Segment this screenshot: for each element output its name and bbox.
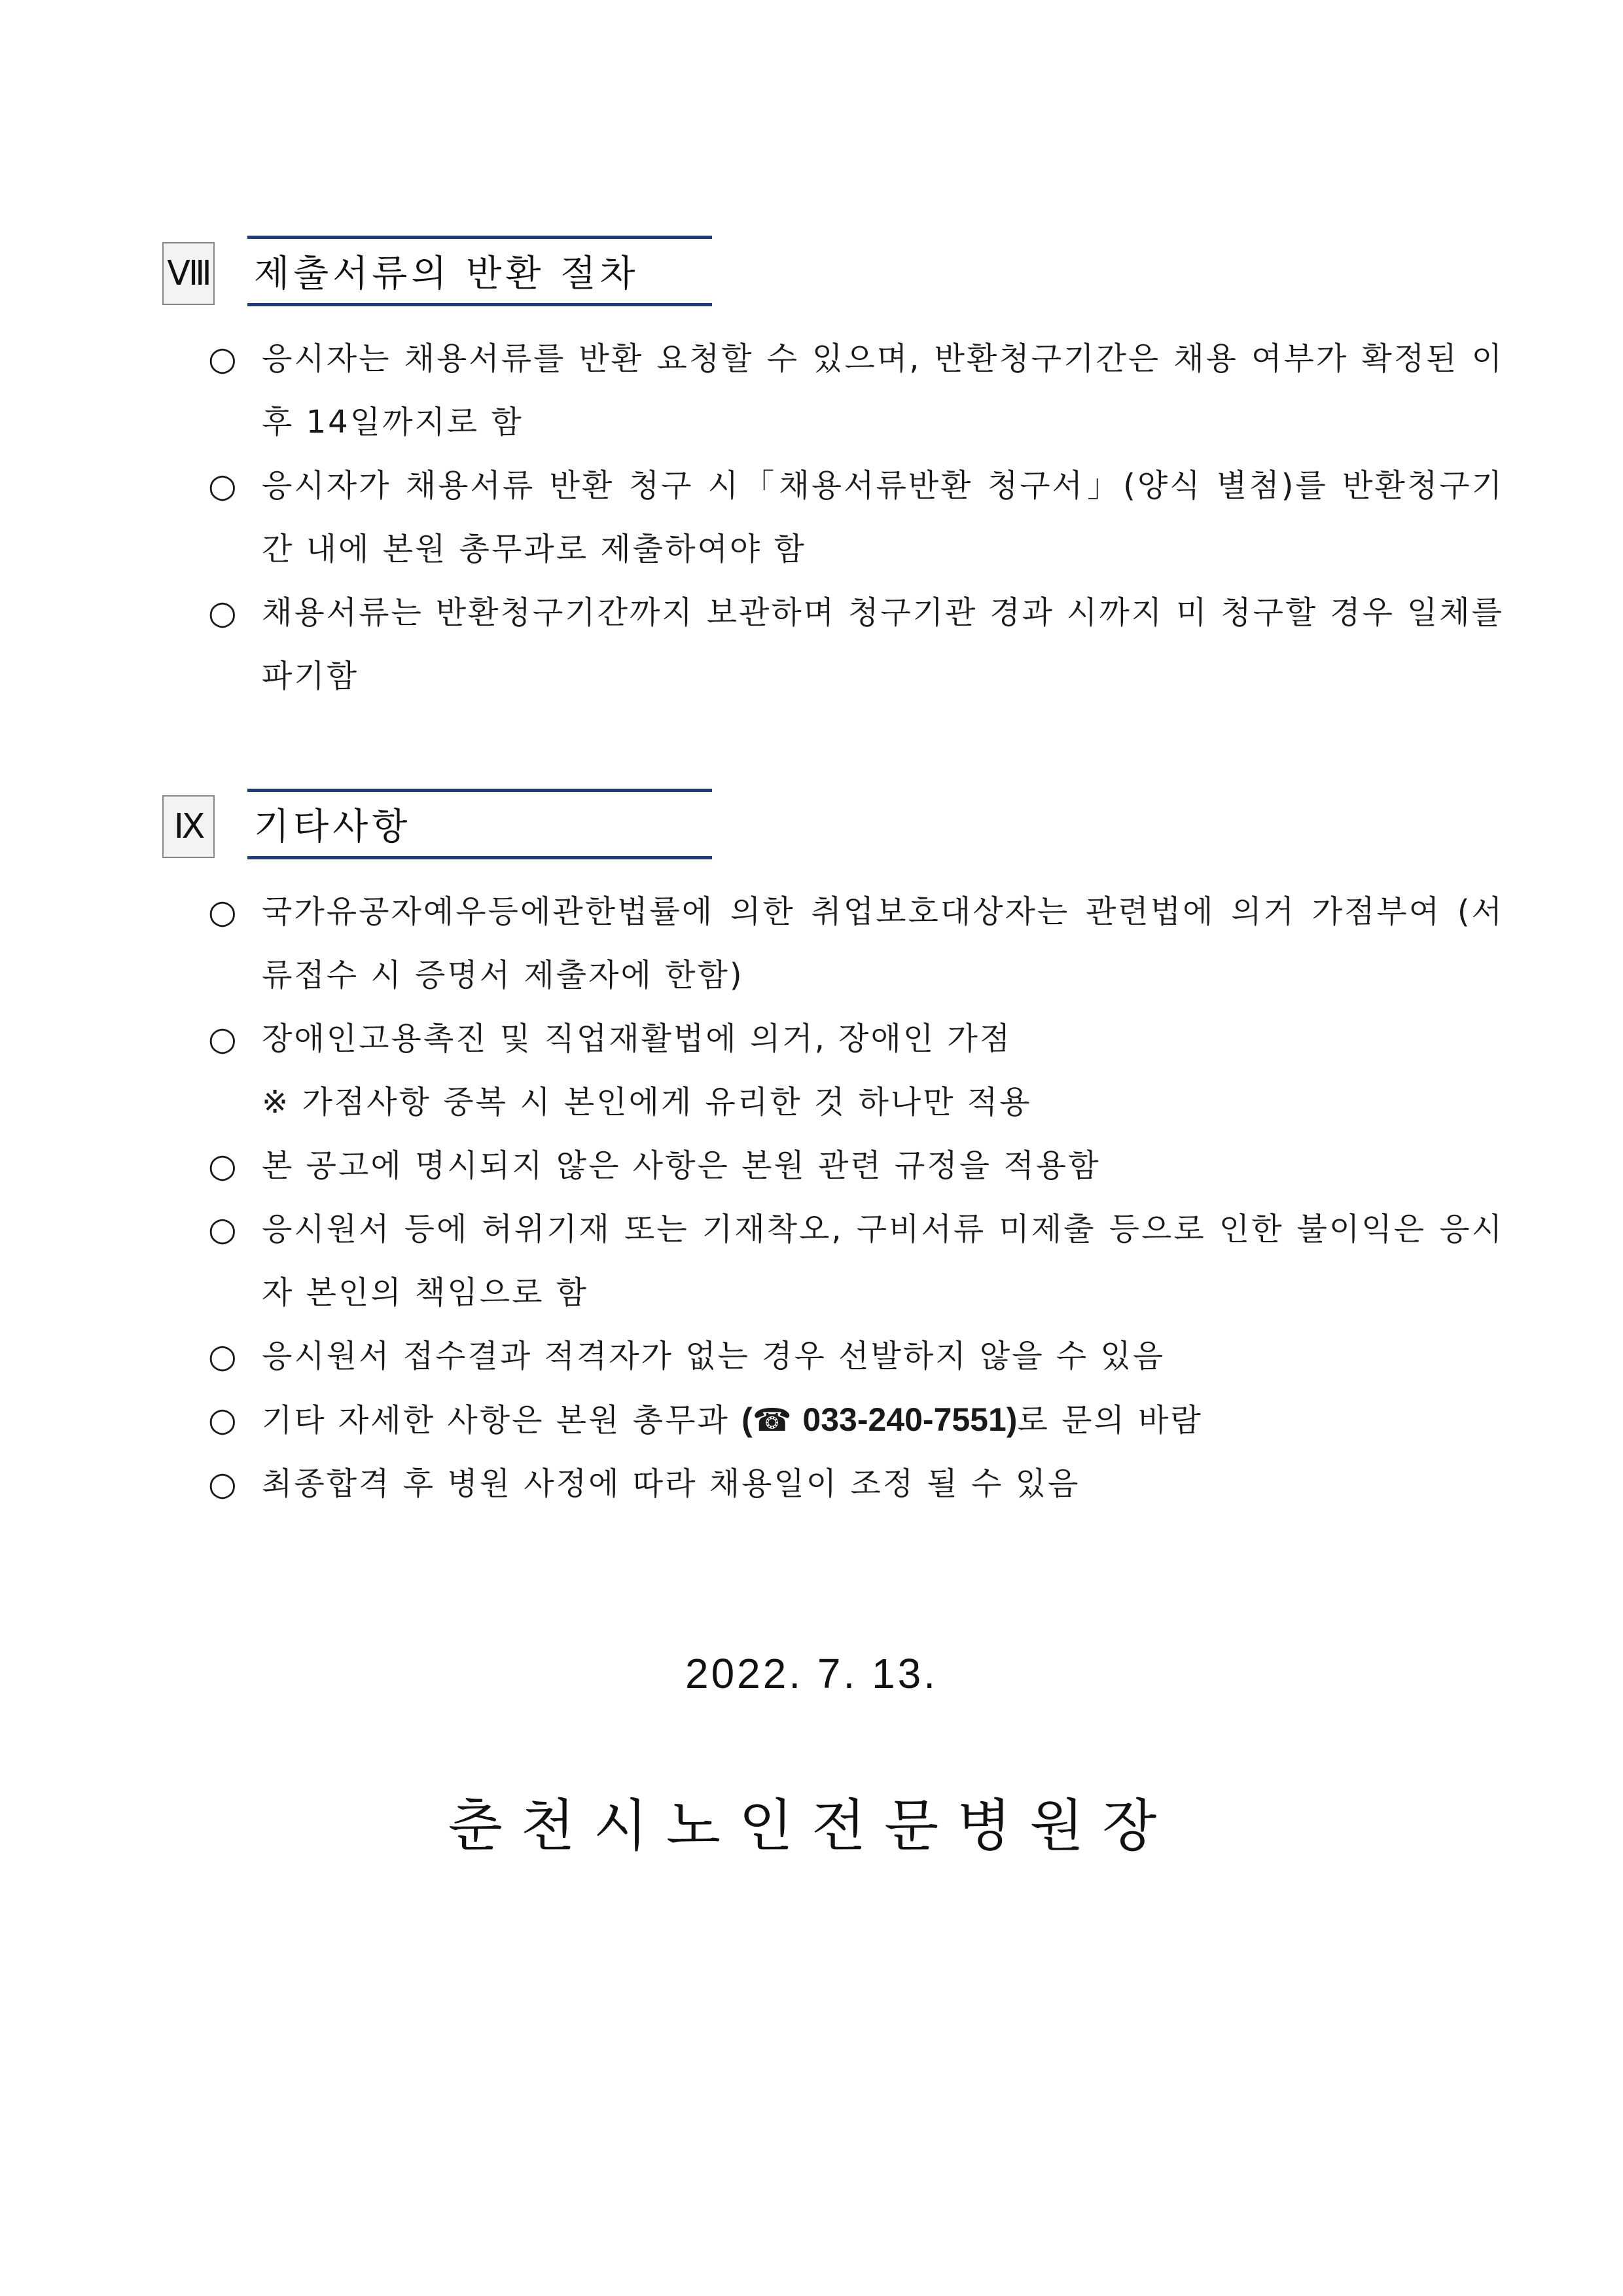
circle-bullet-icon: ○ xyxy=(208,1147,239,1185)
list-item: ○ 응시원서 등에 허위기재 또는 기재착오, 구비서류 미제출 등으로 인한 불이익은 응시자 본인의 책임으로 함 xyxy=(208,1198,1504,1325)
phone-number: 033-240-7551) xyxy=(793,1401,1018,1438)
phone-icon: ☎ xyxy=(752,1402,794,1439)
list-item: ○ 최종합격 후 병원 사정에 따라 채용일이 조정 될 수 있음 xyxy=(208,1452,1504,1516)
circle-bullet-icon: ○ xyxy=(208,1210,239,1248)
section-9-header xyxy=(162,789,712,859)
list-item: ○ 채용서류는 반환청구기간까지 보관하며 청구기관 경과 시까지 미 청구할 경우 일체를 파기함 xyxy=(208,581,1504,708)
section-9-title: 기타사항 xyxy=(247,789,712,859)
section-8-numeral: Ⅷ xyxy=(162,242,215,305)
circle-bullet-icon: ○ xyxy=(208,340,239,378)
circle-bullet-icon: ○ xyxy=(208,1465,239,1503)
circle-bullet-icon: ○ xyxy=(208,594,239,632)
issuer-signature: 춘천시노인전문병원장 xyxy=(448,1793,1175,1859)
contact-item xyxy=(208,1388,1504,1452)
list-item: ○ 본 공고에 명시되지 않은 사항은 본원 관련 규정을 적용함 xyxy=(208,1134,1504,1198)
section-9-list xyxy=(208,880,1504,1516)
contact-suffix: 로 문의 바람 xyxy=(1017,1402,1203,1439)
circle-bullet-icon: ○ xyxy=(208,1401,239,1439)
list-item: ○ 장애인고용촉진 및 직업재활법에 의거, 장애인 가점 ※ 가점사항 중복 시 본인에게 유리한 것 하나만 적용 xyxy=(208,1007,1504,1134)
contact-open-paren: ( xyxy=(741,1401,753,1438)
list-item: ○ 응시자가 채용서류 반환 청구 시「채용서류반환 청구서」(양식 별첨)를 반환청구기간 내에 본원 총무과로 제출하여야 함 xyxy=(208,454,1504,581)
list-item: ○ 응시자는 채용서류를 반환 요청할 수 있으며, 반환청구기간은 채용 여부가 확정된 이후 14일까지로 함 xyxy=(208,327,1504,454)
circle-bullet-icon: ○ xyxy=(208,1020,239,1058)
section-9-numeral: Ⅸ xyxy=(162,795,215,858)
section-8-header xyxy=(162,236,712,306)
circle-bullet-icon: ○ xyxy=(208,467,239,505)
circle-bullet-icon: ○ xyxy=(208,1337,239,1375)
circle-bullet-icon: ○ xyxy=(208,893,239,931)
section-8-title: 제출서류의 반환 절차 xyxy=(247,236,712,306)
contact-prefix: 기타 자세한 사항은 본원 총무과 xyxy=(262,1402,742,1439)
list-item: ○ 국가유공자예우등에관한법률에 의한 취업보호대상자는 관련법에 의거 가점부여 (서류접수 시 증명서 제출자에 한함) xyxy=(208,880,1504,1007)
section-8-list xyxy=(208,327,1504,708)
note-text: ※ 가점사항 중복 시 본인에게 유리한 것 하나만 적용 xyxy=(262,1084,1032,1121)
announcement-date: 2022. 7. 13. xyxy=(685,1650,938,1697)
list-item: ○ 응시원서 접수결과 적격자가 없는 경우 선발하지 않을 수 있음 xyxy=(208,1325,1504,1388)
